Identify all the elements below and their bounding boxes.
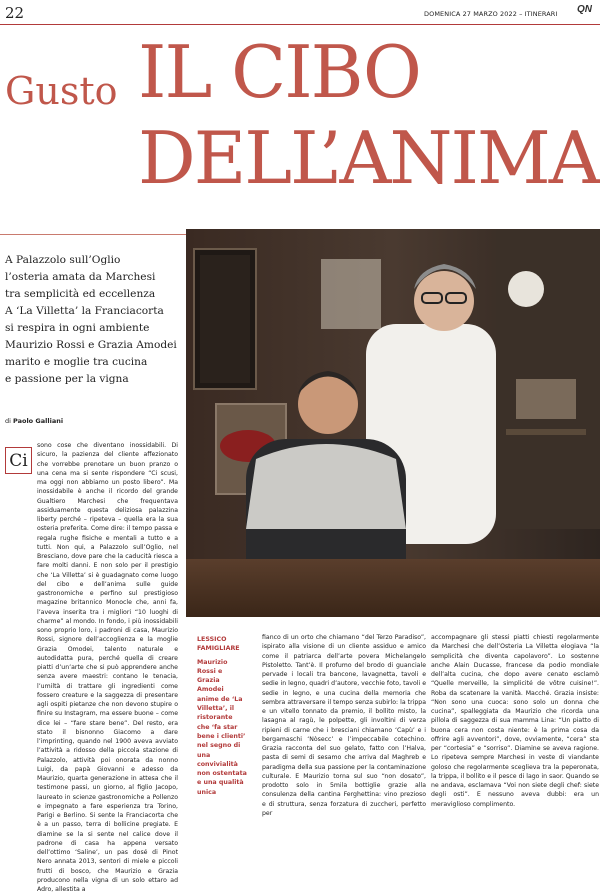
sidebar-body: Maurizio Rossi e Grazia Amodei anime de ‘La Villetta’, il ristorante che ‘fa star bene i clienti’ nel segno di una convivialità non ostentata e una qualità unica — [197, 658, 247, 796]
page-number: 22 — [5, 4, 25, 22]
sidebar-label — [197, 635, 247, 654]
summary-line: A Palazzolo sull’Oglio — [5, 254, 121, 266]
header-rule — [0, 24, 600, 25]
summary-line: e passione per la vigna — [5, 373, 129, 385]
article-text-col1: sono cose che diventano inossidabili. Di sicuro, la pazienza del cliente affezionato che vorrebbe prenotare un buon pranzo o una cena ma si sente rispondere “Ci scusi, ma oggi non abbiamo un posto libero”. Ma inossidabile è anche il ricordo del grande Gualtiero Marchesi che frequentava assiduamente questa deliziosa palazzina liberty perché – ripeteva – quella era la sua osteria preferita. Come dire: il tempo passa e regala rughe fisiche e mentali a tutto e a tutti. Non qui, a Palazzolo sull’Oglio, nel Bresciano, dove pare che la caducità riesca a fare molti danni. E non solo per il prestigio che ‘La Villetta’ si è guadagnato come luogo del cibo e dell’anima sulle guide gastronomiche e perfino sul prestigioso magazine britannico Monocle che, anni fa, l’aveva inserita tra i migliori “10 luoghi di charme” al mondo. In fondo, i più inossidabili sono proprio loro, i padroni di casa, Maurizio Rossi, signore dell’accoglienza e la moglie Grazia Omodei, talento naturale e autodidatta pura, perché quella di creare piatti d’un’arte che si può apprendere anche senza avere maestri: contano le tenacia, l’umiltà di trattare gli ingredienti come fossero creature e la saggezza di presentare agli ospiti pietanze che non devono stupire o finire su Instagram, ma essere buone – come dice lei – “fare stare bene”. Del resto, era stato il bisnonno Giacomo a dare l’imprinting, quando nel 1900 aveva avviato l’attività a ridosso della piccola stazione di Palazzolo, attività poi onorata da nonno Luigi, da papà Giovanni e adesso da Maurizio, quarta generazione in attesa che il testimone passi, un giorno, al figlio Jacopo, laureato in scienze gastronomiche a Pollenzo e impegnato a fare esperienza tra Torino, Parigi e Berlino. Si sente la Franciacorta che è a un passo, terra di bollicine pregiate. E diamine se la si sente nel calice dove il padrone di casa ha appena versato dell’ottimo ‘Saline’, un pas dosé di Pinot Nero annata 2013, sentori di miele e piccoli frutti di bosco, che Maurizio e Grazia producono nella vigna di un solo ettaro ad Adro, allestita a — [37, 442, 178, 893]
summary — [5, 252, 180, 388]
summary-line: l’osteria amata da Marchesi — [5, 271, 156, 283]
article-column-2 — [262, 633, 426, 818]
sidebar-caption — [197, 635, 247, 797]
newspaper-logo: QN — [577, 4, 592, 15]
article-column-1 — [5, 441, 178, 894]
sidebar-label-line-1: LESSICO — [197, 636, 227, 643]
article-text-col2: fianco di un orto che chiamano “del Terzo Paradiso”, ispirato alla visione di un cliente assiduo e amico come il patriarca dell’arte povera Michelangelo Pistoletto. Tant’è. Il profumo del brodo di guanciale pervade i locali tra bancone, lavagnetta, tavoli e sedie in legno, quadri d’autore, vecchie foto, tavoli e sedie in legno, e una cucina della memoria che sembra attraversare il tempo senza subirlo: la trippa e un vitello tonnato da premio, il bollito misto, la lasagna al ragù, le polpette, gli involtini di verza ripieni di carne che i bresciani chiamano ‘Capù’ e i bergamaschi ‘Nòsecc’ e l’impeccabile cotechino. Grazia racconta del suo gelato, fatto con l’Halva, pasta di semi di sesamo che arriva dal Maghreb e paradigma della sua passione per la contaminazione culturale. E Maurizio torna sul suo “non dosato”, prodotto solo in 5mila bottiglie grazie alla consulenza della cantina Ferghettina: vino prezioso e di struttura, senza forzatura di zuccheri, perfetto per — [262, 634, 426, 817]
dropcap: Ci — [5, 447, 32, 474]
byline-prefix: di — [5, 417, 11, 425]
sidebar-label-line-2: FAMIGLIARE — [197, 645, 240, 653]
article-column-3 — [431, 633, 599, 809]
summary-line: tra semplicità ed eccellenza — [5, 288, 156, 300]
byline-author: Paolo Galliani — [13, 417, 64, 425]
section-kicker: Gusto — [5, 69, 118, 113]
summary-line: Maurizio Rossi e Grazia Amodei — [5, 339, 177, 351]
summary-line: marito e moglie tra cucina — [5, 356, 148, 368]
article-text-col3: accompagnare gli stessi piatti chiesti regolarmente da Marchesi che dell’Osteria La Villetta elogiava “la semplicità che diventa capolavoro”. Lo sostenne anche Alain Ducasse, francese da podio mondiale dell’alta cucina, che dopo avere cenato esclamò “Quelle merveille, la simplicité de vôtre cuisine!”. Roba da scatenare la vanità. Macché. Grazia insiste: “Non sono una cuoca: sono solo un donna che cucina”, spalleggiata da Maurizio che ricorda una pillola di saggezza di sua mamma Lina: “Un piatto di buona cera non costa niente: è la prima cosa da offrire agli avventori”, dove, ovviamente, “cera” sta per “cortesia” e “sorriso”. Diamine se aveva ragione. Lo ripeteva sempre Marchesi in veste di viandante goloso che regolarmente sceglieva tra la peperonata, la trippa, il bollito e il pesce di lago in saor. Quando se ne andava, esclamava “Voi non siete degli chef: siete degli osti”. E nessuno aveva dubbi: era un meraviglioso complimento. — [431, 634, 599, 808]
issue-date-section: DOMENICA 27 MARZO 2022 – ITINERARI — [424, 10, 558, 18]
summary-line: A ‘La Villetta’ la Franciacorta — [5, 305, 164, 317]
headline-line-2: DELL’ANIMA — [138, 116, 599, 200]
byline — [5, 417, 63, 425]
photo-owners — [186, 229, 600, 617]
photo-owners-illustration — [186, 229, 600, 617]
summary-line: si respira in ogni ambiente — [5, 322, 150, 334]
headline-line-1: IL CIBO — [138, 30, 420, 114]
